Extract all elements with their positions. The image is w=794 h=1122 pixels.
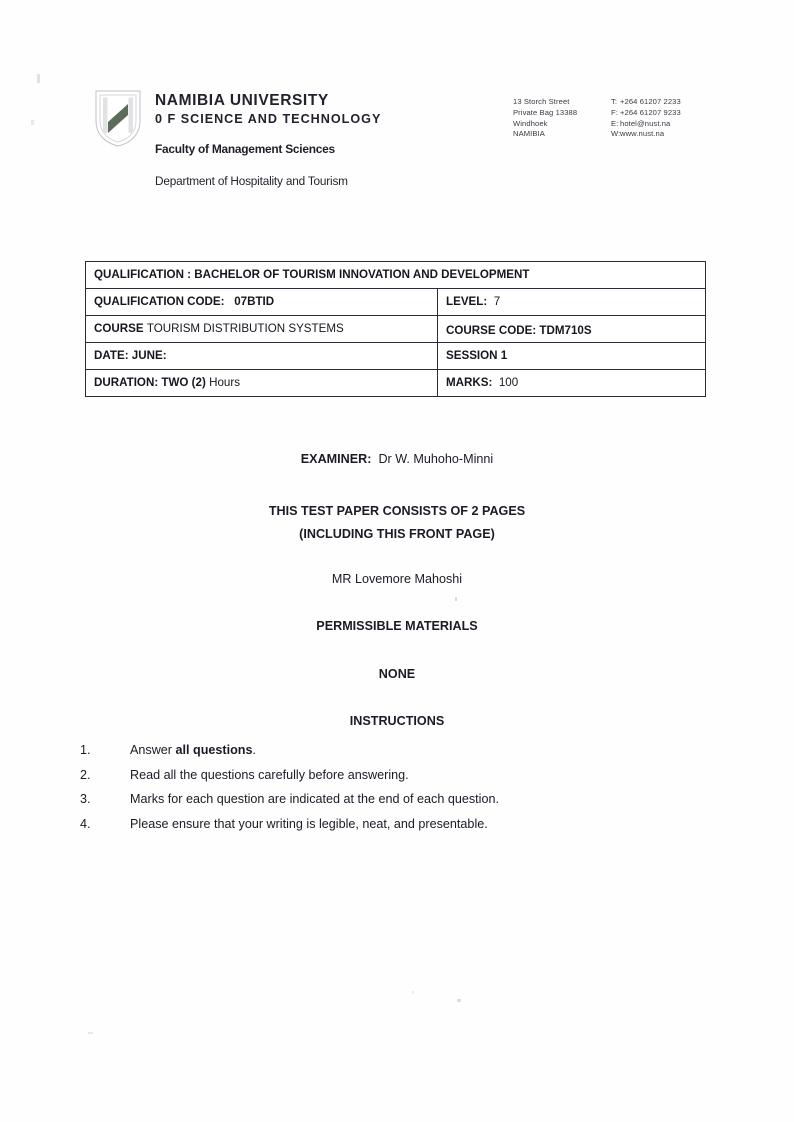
table-row: [86, 370, 705, 396]
table-row: [86, 262, 705, 289]
course-code-cell: [438, 316, 705, 342]
course-label: COURSE: [94, 322, 144, 336]
scan-artifact: [37, 74, 40, 83]
university-name-line2: 0 F SCIENCE AND TECHNOLOGY: [155, 111, 382, 126]
instruction-number: 3.: [80, 792, 91, 807]
qualification-table: [85, 261, 706, 397]
instructions-title: INSTRUCTIONS: [349, 714, 445, 728]
list-item: [0, 763, 794, 788]
duration-cell: [86, 370, 438, 396]
instruction-number: 2.: [80, 767, 91, 782]
website-value: www.nust.na: [620, 129, 665, 139]
level-label: LEVEL:: [446, 295, 488, 309]
duration-label: DURATION: TWO (2): [94, 376, 206, 390]
table-row: [86, 343, 705, 370]
qualification-cell: [86, 262, 705, 288]
course-cell: [86, 316, 438, 342]
department-name: Department of Hospitality and Tourism: [155, 174, 348, 188]
scan-artifact: [88, 1032, 93, 1034]
instruction-number: 1.: [80, 743, 91, 757]
faculty-name: Faculty of Management Sciences: [155, 142, 335, 156]
fax-line: [611, 108, 721, 119]
instruction-text: Marks for each question are indicated at the end of each question.: [130, 792, 499, 807]
moderator-name: MR Lovemore Mahoshi: [331, 572, 463, 586]
address-line: Windhoek: [513, 118, 548, 128]
level-cell: [438, 289, 705, 315]
postal-address: [513, 97, 611, 140]
email-line: [611, 119, 721, 130]
telephone-value: +264 61207 2233: [620, 97, 681, 106]
instructions-list: [0, 738, 794, 836]
contact-details: [513, 97, 721, 140]
email-value: hotel@nust.na: [620, 118, 671, 128]
table-row: [86, 316, 705, 343]
qualification-code-label: QUALIFICATION CODE:: [94, 295, 225, 309]
telephone-line: [611, 97, 721, 108]
examiner-label: EXAMINER:: [300, 452, 372, 466]
university-name-line1: NAMIBIA UNIVERSITY: [155, 92, 329, 109]
fax-label: F:: [611, 107, 618, 117]
website-label: W:: [611, 129, 621, 139]
examiner-name: Dr W. Muhoho-Minni: [378, 452, 494, 466]
nust-shield-logo-icon: [91, 88, 145, 148]
instruction-text-post: .: [252, 743, 256, 757]
fax-value: +264 61207 9233: [620, 107, 681, 117]
address-line: Private Bag 13388: [513, 107, 578, 117]
course-code-label: COURSE CODE: TDM710S: [446, 324, 592, 338]
examiner-line: [0, 452, 794, 466]
qualification-code-value: 07BTID: [234, 295, 275, 309]
scan-artifact: [457, 999, 461, 1002]
website-line: [611, 129, 721, 140]
level-value: 7: [493, 295, 501, 309]
marks-value: 100: [498, 376, 519, 390]
date-cell: [86, 343, 438, 369]
list-item: [0, 738, 794, 763]
duration-value: Hours: [209, 376, 241, 390]
telecom-details: [611, 97, 721, 140]
scan-artifact: [412, 991, 414, 994]
course-value: TOURISM DISTRIBUTION SYSTEMS: [146, 322, 344, 336]
list-item: [0, 812, 794, 837]
date-label: DATE: JUNE:: [94, 349, 167, 363]
page-count-line1: THIS TEST PAPER CONSISTS OF 2 PAGES: [268, 504, 526, 518]
telephone-label: T:: [611, 97, 618, 106]
session-cell: [438, 343, 705, 369]
permissible-materials-value: NONE: [378, 667, 416, 681]
instruction-text-bold: all questions: [175, 743, 253, 757]
instruction-number: 4.: [80, 816, 91, 831]
page-count-block: [0, 500, 794, 547]
university-name-block: [155, 92, 381, 127]
address-line: NAMIBIA: [513, 129, 545, 139]
permissible-materials-title: PERMISSIBLE MATERIALS: [316, 619, 478, 633]
address-line: 13 Storch Street: [513, 97, 570, 106]
list-item: [0, 787, 794, 812]
instruction-text: Please ensure that your writing is legible, neat, and presentable.: [130, 816, 488, 831]
scan-artifact: [455, 597, 457, 601]
document-header: [0, 84, 794, 214]
qualification-value: BACHELOR OF TOURISM INNOVATION AND DEVELOPMENT: [194, 268, 530, 282]
table-row: [86, 289, 705, 316]
instruction-text: [130, 738, 794, 763]
email-label: E:: [611, 118, 619, 128]
marks-cell: [438, 370, 705, 396]
instruction-text: Read all the questions carefully before answering.: [130, 767, 409, 782]
qualification-code-cell: [86, 289, 438, 315]
marks-label: MARKS:: [446, 376, 493, 390]
page-count-line2: (INCLUDING THIS FRONT PAGE): [299, 527, 495, 542]
instruction-text-pre: Answer: [130, 743, 176, 757]
session-label: SESSION 1: [446, 349, 508, 363]
qualification-label: QUALIFICATION :: [94, 268, 192, 282]
